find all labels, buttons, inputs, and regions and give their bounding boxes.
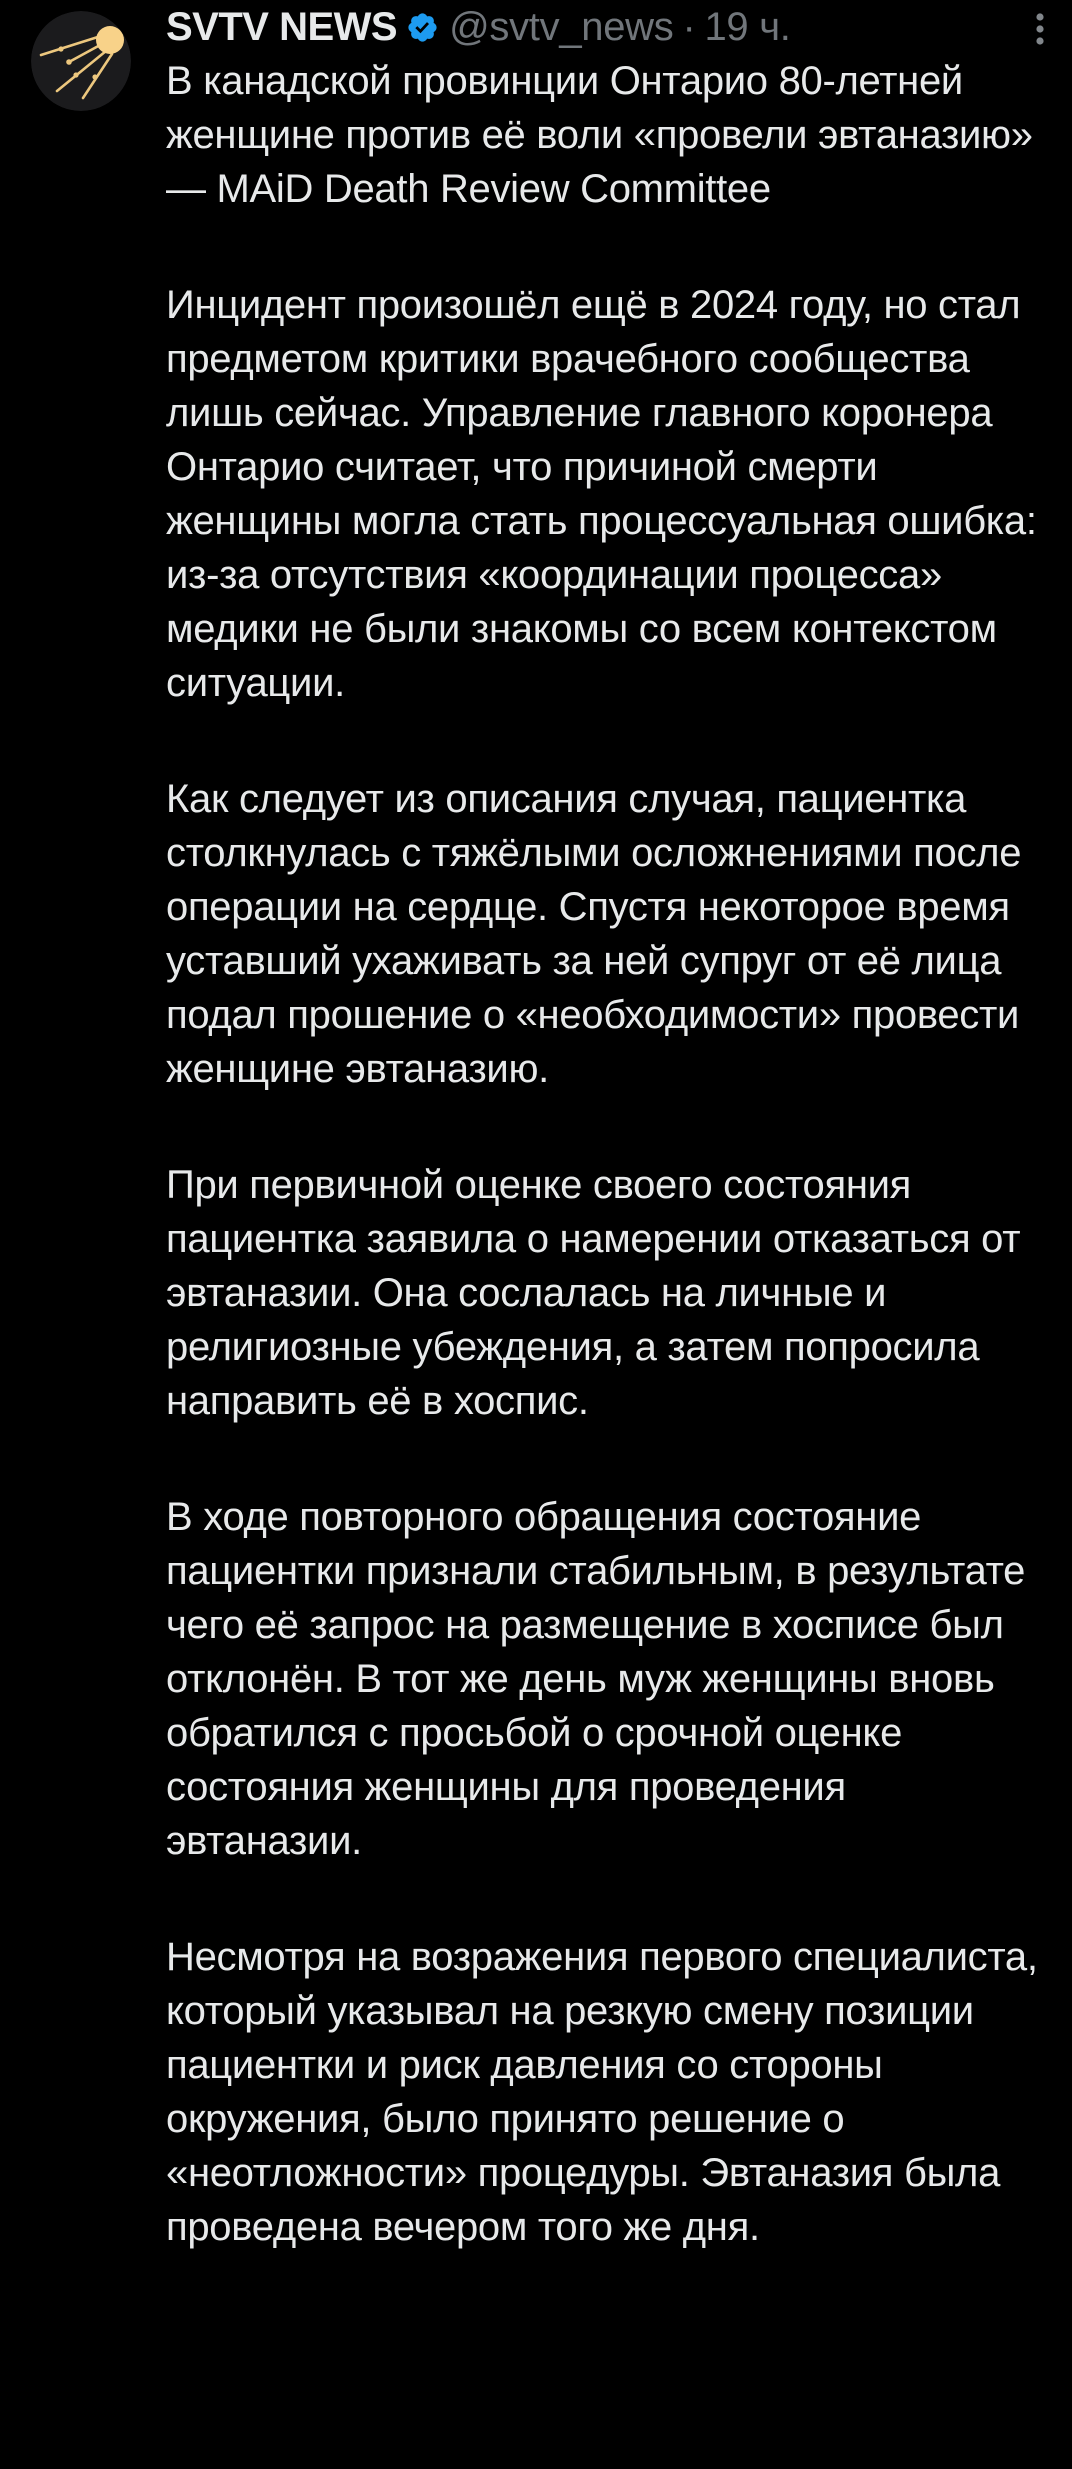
tweet-paragraph: В канадской провинции Онтарио 80-летней женщине против её воли «провели эвтаназию» — MAiD Death Review Committee <box>166 59 1033 211</box>
verified-badge-icon <box>406 11 439 44</box>
tweet-header <box>166 0 1050 54</box>
avatar[interactable] <box>31 11 131 111</box>
sputnik-icon <box>31 11 131 111</box>
tweet-paragraph: Как следует из описания случая, пациентка столкнулась с тяжёлыми осложнениями после операции на сердце. Спустя некоторое время уставший ухаживать за ней супруг от её лица подал прошение о «необходимости» провести женщине эвтаназию. <box>166 777 1022 1091</box>
tweet-text <box>166 54 1050 2254</box>
more-menu-button[interactable] <box>1030 6 1050 54</box>
meta-separator: · <box>682 5 696 49</box>
tweet-paragraph: При первичной оценке своего состояния пациентка заявила о намерении отказаться от эвтаназии. Она сослалась на личные и религиозные убеждения, а затем попросила направить её в хоспис. <box>166 1163 1021 1423</box>
timestamp[interactable]: 19 ч. <box>704 5 791 49</box>
tweet-paragraph: Несмотря на возражения первого специалиста, который указывал на резкую смену позиции пациентки и риск давления со стороны окружения, было принято решение о «неотложности» процедуры. Эвтаназия была проведена вечером того же дня. <box>166 1935 1038 2249</box>
tweet-paragraph: Инцидент произошёл ещё в 2024 году, но стал предметом критики врачебного сообщества лишь сейчас. Управление главного коронера Онтарио считает, что причиной смерти женщины могла стать процессуальная ошибка: из-за отсутствия «координации процесса» медики не были знакомы со всем контекстом ситуации. <box>166 283 1037 705</box>
author-name[interactable]: SVTV NEWS <box>166 5 398 49</box>
kebab-menu-icon <box>1032 8 1048 52</box>
author-handle[interactable]: @svtv_news <box>449 5 674 49</box>
tweet-paragraph: В ходе повторного обращения состояние пациентки признали стабильным, в результате чего её запрос на размещение в хосписе был отклонён. В тот же день муж женщины вновь обратился с просьбой о срочной оценке состояния женщины для проведения эвтаназии. <box>166 1495 1026 1863</box>
